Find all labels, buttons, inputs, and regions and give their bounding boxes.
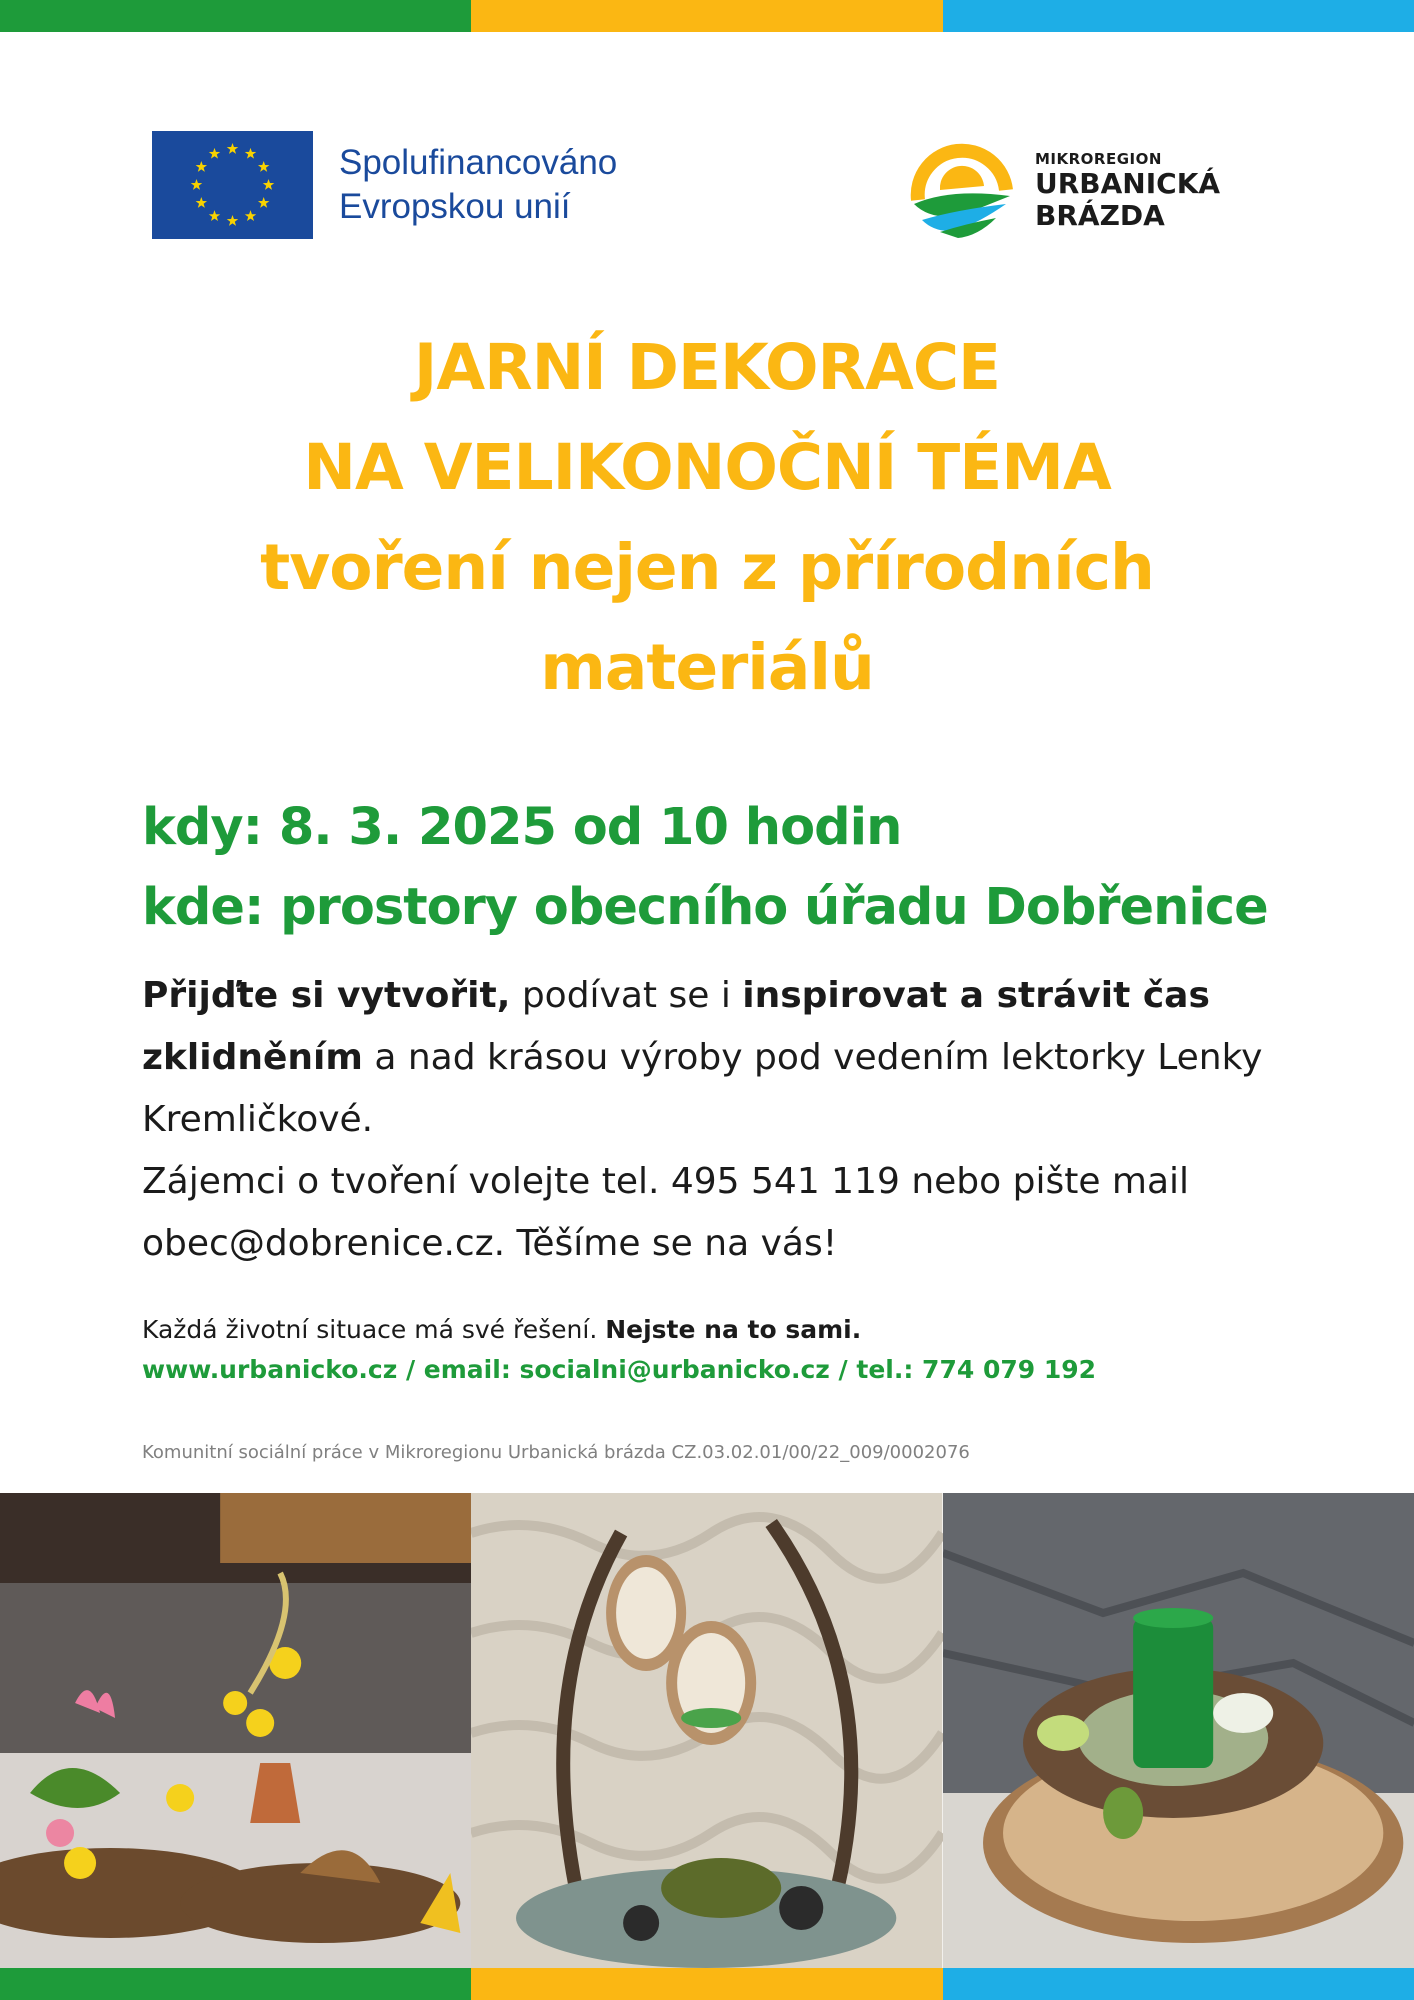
headline-line2: NA VELIKONOČNÍ TÉMA — [303, 431, 1111, 504]
event-headline — [0, 318, 1414, 718]
contact-links[interactable]: www.urbanicko.cz / email: socialni@urbanicko.cz / tel.: 774 079 192 — [142, 1355, 1097, 1384]
eu-flag-icon — [152, 131, 313, 239]
tagline-text: Každá životní situace má své řešení. — [142, 1315, 606, 1344]
invitation-bold-1: Přijďte si vytvořit, — [142, 975, 511, 1016]
event-where: kde: prostory obecního úřadu Dobřenice — [142, 878, 1268, 937]
invitation-text — [142, 965, 1342, 1275]
headline-line3: tvoření nejen z přírodních — [260, 531, 1154, 604]
mikroregion-logo — [910, 138, 1220, 243]
mikroregion-label: MIKROREGION — [1035, 149, 1162, 168]
easter-arrangement-photo — [0, 1493, 471, 1968]
mikroregion-name-line2: BRÁZDA — [1035, 198, 1165, 232]
tagline-bold: Nejste na to sami. — [605, 1315, 862, 1344]
hanging-wreath-photo — [471, 1493, 942, 1968]
project-number: Komunitní sociální práce v Mikroregionu Urbanická brázda CZ.03.02.01/00/22_009/0002076 — [142, 1442, 970, 1463]
candle-wreath-photo — [943, 1493, 1414, 1968]
headline-line4: materiálů — [540, 631, 874, 704]
photo-strip — [0, 1493, 1414, 1968]
contact-sentence: Zájemci o tvoření volejte tel. 495 541 119 nebo pište mail obec@dobrenice.cz. Těšíme se na vás! — [142, 1161, 1190, 1264]
top-color-stripe — [0, 0, 1414, 32]
eu-cofinanced-logo — [152, 131, 617, 239]
eu-logo-line2: Evropskou unií — [339, 187, 571, 226]
event-details — [142, 788, 1268, 948]
eu-logo-line1: Spolufinancováno — [339, 143, 618, 182]
headline-line1: JARNÍ DEKORACE — [413, 331, 1001, 404]
invitation-bold-2: inspirovat a strávit čas zklidněním — [142, 975, 1210, 1078]
mikroregion-name-line1: URBANICKÁ — [1035, 166, 1221, 200]
bottom-color-stripe — [0, 1968, 1414, 2000]
event-when: kdy: 8. 3. 2025 od 10 hodin — [142, 798, 902, 857]
invitation-text-2: a nad krásou výroby pod vedením lektorky Lenky Kremličkové. — [142, 1037, 1263, 1140]
invitation-text-1: podívat se i — [510, 975, 743, 1016]
tagline — [142, 1310, 861, 1350]
sun-field-emblem-icon — [910, 138, 1015, 243]
